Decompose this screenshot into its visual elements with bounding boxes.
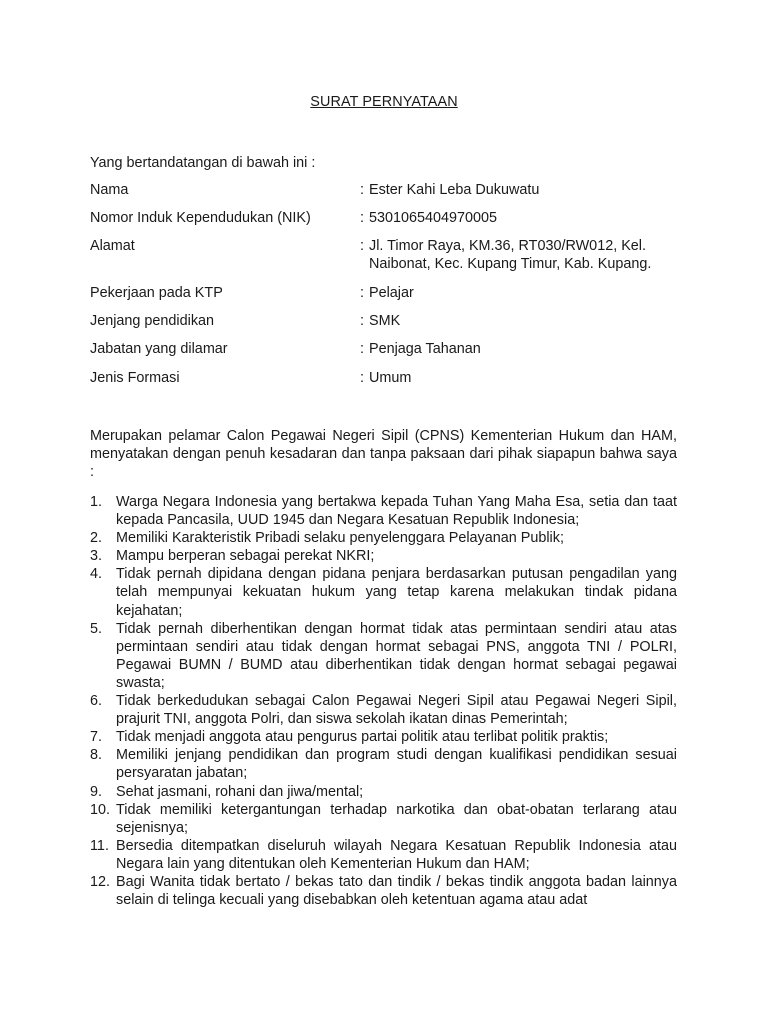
- field-value-text: Ester Kahi Leba Dukuwatu: [369, 182, 540, 198]
- list-item-number: 10.: [90, 801, 111, 818]
- field-value-line2: Naibonat, Kec. Kupang Timur, Kab. Kupang.: [369, 256, 652, 272]
- list-item-text: Bagi Wanita tidak bertato / bekas tato dan tindik / bekas tindik anggota badan lainnya selain di telinga kecuali yang disebabkan oleh ketentuan agama atau adat: [116, 873, 677, 909]
- list-item: [90, 547, 677, 565]
- field-colon: :: [360, 210, 364, 226]
- field-colon: :: [360, 182, 364, 198]
- list-item: [90, 529, 677, 547]
- intro-line: Yang bertandatangan di bawah ini :: [90, 155, 316, 171]
- field-value: [360, 237, 690, 273]
- statement-list: [90, 493, 677, 909]
- field-value: [360, 340, 690, 358]
- list-item-text: Tidak memiliki ketergantungan terhadap narkotika dan obat-obatan terlarang atau sejenisnya;: [116, 801, 677, 836]
- field-colon: :: [360, 313, 364, 329]
- field-value-text: Umum: [369, 370, 412, 386]
- list-item-number: 3.: [90, 548, 103, 565]
- field-colon: :: [360, 341, 364, 357]
- list-item-number: 11.: [90, 837, 109, 854]
- list-item: [90, 746, 677, 782]
- list-item-number: 7.: [90, 729, 103, 746]
- list-item-number: 12.: [90, 873, 111, 890]
- document-title: [0, 94, 768, 110]
- list-item-text: Tidak pernah diberhentikan dengan hormat tidak atas permintaan sendiri atau atas permintaan sendiri atau tidak dengan hormat sebagai PNS, anggota TNI / POLRI, Pegawai BUMN / BUMD atau diberhentikan tidak dengan hormat sebagai pegawai swasta;: [116, 620, 677, 691]
- field-value: [360, 312, 690, 330]
- document-title-text: SURAT PERNYATAAN: [310, 94, 458, 110]
- field-label: Jenjang pendidikan: [90, 313, 215, 329]
- field-label: Jenis Formasi: [90, 370, 180, 386]
- field-value-text: 5301065404970005: [369, 210, 498, 226]
- field-label: Pekerjaan pada KTP: [90, 285, 223, 301]
- field-label: Nomor Induk Kependudukan (NIK): [90, 210, 311, 226]
- list-item-text: Memiliki Karakteristik Pribadi selaku penyelenggara Pelayanan Publik;: [116, 530, 564, 547]
- field-colon: :: [360, 285, 364, 301]
- field-label: Alamat: [90, 238, 135, 254]
- list-item: [90, 783, 677, 801]
- list-item-number: 8.: [90, 747, 103, 764]
- list-item-number: 6.: [90, 693, 103, 710]
- field-value-text: Jl. Timor Raya, KM.36, RT030/RW012, Kel.: [369, 238, 646, 254]
- list-item: [90, 728, 677, 746]
- list-item-text: Tidak pernah dipidana dengan pidana penjara berdasarkan putusan pengadilan yang telah mempunyai kekuatan hukum yang tetap karena melakukan tindak pidana kejahatan;: [116, 566, 677, 619]
- field-value: [360, 284, 690, 302]
- list-item-text: Bersedia ditempatkan diseluruh wilayah Negara Kesatuan Republik Indonesia atau Negara lain yang ditentukan oleh Kementerian Hukum dan HAM;: [116, 837, 677, 872]
- field-value: [360, 209, 690, 227]
- list-item: [90, 692, 677, 728]
- list-item-text: Tidak berkedudukan sebagai Calon Pegawai Negeri Sipil atau Pegawai Negeri Sipil, prajurit TNI, anggota Polri, dan siswa sekolah ikatan dinas Pemerintah;: [116, 693, 677, 728]
- list-item: [90, 837, 677, 873]
- field-value: [360, 181, 690, 199]
- list-item-number: 5.: [90, 620, 103, 637]
- field-label: Nama: [90, 182, 129, 198]
- field-value-text: Penjaga Tahanan: [369, 341, 481, 357]
- list-item-text: Warga Negara Indonesia yang bertakwa kepada Tuhan Yang Maha Esa, setia dan taat kepada Pancasila, UUD 1945 dan Negara Kesatuan Republik Indonesia;: [116, 494, 677, 529]
- list-item: [90, 493, 677, 529]
- list-item: [90, 565, 677, 619]
- list-item-text: Tidak menjadi anggota atau pengurus partai politik atau terlibat politik praktis;: [116, 729, 609, 746]
- list-item-number: 9.: [90, 783, 103, 800]
- field-colon: :: [360, 370, 364, 386]
- statement-paragraph: Merupakan pelamar Calon Pegawai Negeri Sipil (CPNS) Kementerian Hukum dan HAM, menyatakan dengan penuh kesadaran dan tanpa paksaan dari pihak siapapun bahwa saya :: [90, 428, 677, 480]
- list-item-text: Memiliki jenjang pendidikan dan program studi dengan kualifikasi pendidikan sesuai persyaratan jabatan;: [116, 747, 677, 782]
- list-item-number: 2.: [90, 530, 103, 547]
- field-value-text: SMK: [369, 313, 401, 329]
- list-item: [90, 801, 677, 837]
- list-item: [90, 620, 677, 692]
- list-item-number: 4.: [90, 566, 103, 583]
- list-item: [90, 873, 677, 909]
- list-item-text: Mampu berperan sebagai perekat NKRI;: [116, 548, 375, 565]
- list-item-number: 1.: [90, 494, 103, 510]
- field-label: Jabatan yang dilamar: [90, 341, 228, 357]
- field-value: [360, 369, 690, 387]
- field-value-text: Pelajar: [369, 285, 414, 301]
- list-item-text: Sehat jasmani, rohani dan jiwa/mental;: [116, 783, 364, 800]
- field-colon: :: [360, 238, 364, 254]
